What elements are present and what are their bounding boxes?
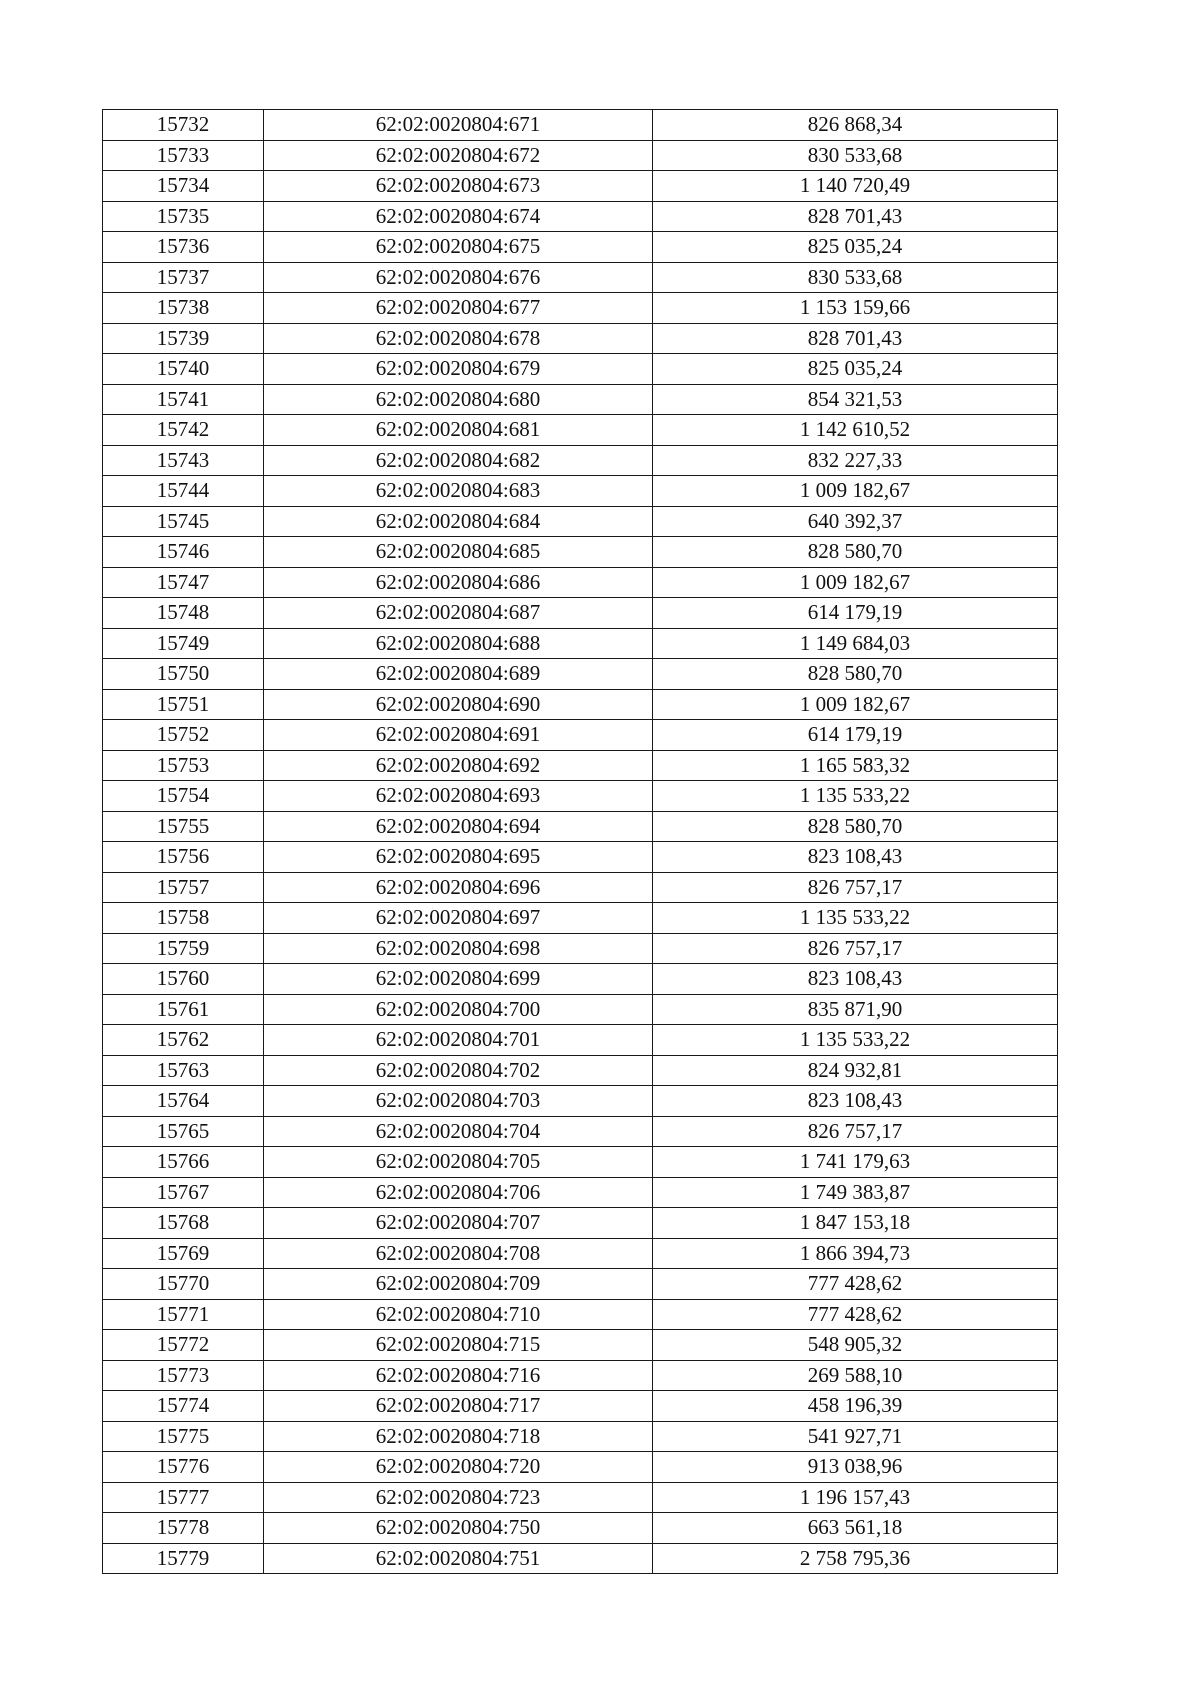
table-row (103, 354, 1058, 385)
cadastral-number-cell: 62:02:0020804:698 (264, 933, 653, 964)
cadastral-number-cell: 62:02:0020804:684 (264, 506, 653, 537)
cadastral-number-cell: 62:02:0020804:675 (264, 232, 653, 263)
cadastral-value-cell: 854 321,53 (653, 384, 1058, 415)
cadastral-number-cell: 62:02:0020804:679 (264, 354, 653, 385)
cadastral-number-cell: 62:02:0020804:706 (264, 1177, 653, 1208)
cadastral-value-cell: 614 179,19 (653, 720, 1058, 751)
cadastral-value-cell: 835 871,90 (653, 994, 1058, 1025)
cadastral-value-cell: 640 392,37 (653, 506, 1058, 537)
row-number-cell: 15748 (103, 598, 264, 629)
cadastral-value-cell: 826 757,17 (653, 1116, 1058, 1147)
row-number-cell: 15766 (103, 1147, 264, 1178)
row-number-cell: 15763 (103, 1055, 264, 1086)
cadastral-number-cell: 62:02:0020804:716 (264, 1360, 653, 1391)
cadastral-value-cell: 1 009 182,67 (653, 689, 1058, 720)
table-row (103, 537, 1058, 568)
cadastral-value-cell: 1 165 583,32 (653, 750, 1058, 781)
row-number-cell: 15732 (103, 110, 264, 141)
table-row (103, 720, 1058, 751)
cadastral-value-cell: 830 533,68 (653, 140, 1058, 171)
row-number-cell: 15740 (103, 354, 264, 385)
cadastral-value-cell: 823 108,43 (653, 842, 1058, 873)
table-row (103, 1025, 1058, 1056)
cadastral-value-cell: 548 905,32 (653, 1330, 1058, 1361)
table-row (103, 689, 1058, 720)
row-number-cell: 15778 (103, 1513, 264, 1544)
cadastral-value-cell: 458 196,39 (653, 1391, 1058, 1422)
row-number-cell: 15769 (103, 1238, 264, 1269)
table-row (103, 476, 1058, 507)
table-row (103, 994, 1058, 1025)
row-number-cell: 15773 (103, 1360, 264, 1391)
row-number-cell: 15738 (103, 293, 264, 324)
cadastral-number-cell: 62:02:0020804:690 (264, 689, 653, 720)
cadastral-number-cell: 62:02:0020804:701 (264, 1025, 653, 1056)
row-number-cell: 15747 (103, 567, 264, 598)
table-row (103, 1513, 1058, 1544)
cadastral-value-cell: 1 009 182,67 (653, 567, 1058, 598)
cadastral-number-cell: 62:02:0020804:672 (264, 140, 653, 171)
row-number-cell: 15743 (103, 445, 264, 476)
table-row (103, 262, 1058, 293)
table-row (103, 598, 1058, 629)
cadastral-value-cell: 1 153 159,66 (653, 293, 1058, 324)
row-number-cell: 15755 (103, 811, 264, 842)
cadastral-number-cell: 62:02:0020804:709 (264, 1269, 653, 1300)
table-row (103, 750, 1058, 781)
cadastral-value-cell: 1 196 157,43 (653, 1482, 1058, 1513)
row-number-cell: 15744 (103, 476, 264, 507)
table-row (103, 110, 1058, 141)
cadastral-value-cell: 663 561,18 (653, 1513, 1058, 1544)
table-row (103, 903, 1058, 934)
cadastral-value-cell: 824 932,81 (653, 1055, 1058, 1086)
cadastral-number-cell: 62:02:0020804:704 (264, 1116, 653, 1147)
cadastral-value-cell: 913 038,96 (653, 1452, 1058, 1483)
cadastral-number-cell: 62:02:0020804:692 (264, 750, 653, 781)
cadastral-number-cell: 62:02:0020804:678 (264, 323, 653, 354)
row-number-cell: 15767 (103, 1177, 264, 1208)
cadastral-value-cell: 1 009 182,67 (653, 476, 1058, 507)
cadastral-value-cell: 1 149 684,03 (653, 628, 1058, 659)
row-number-cell: 15760 (103, 964, 264, 995)
cadastral-value-cell: 826 868,34 (653, 110, 1058, 141)
table-row (103, 1299, 1058, 1330)
cadastral-number-cell: 62:02:0020804:680 (264, 384, 653, 415)
cadastral-number-cell: 62:02:0020804:705 (264, 1147, 653, 1178)
table-row (103, 323, 1058, 354)
table-row (103, 1116, 1058, 1147)
cadastral-number-cell: 62:02:0020804:715 (264, 1330, 653, 1361)
cadastral-number-cell: 62:02:0020804:707 (264, 1208, 653, 1239)
row-number-cell: 15758 (103, 903, 264, 934)
cadastral-value-cell: 828 701,43 (653, 201, 1058, 232)
row-number-cell: 15735 (103, 201, 264, 232)
cadastral-number-cell: 62:02:0020804:689 (264, 659, 653, 690)
table-row (103, 1360, 1058, 1391)
cadastral-number-cell: 62:02:0020804:674 (264, 201, 653, 232)
row-number-cell: 15756 (103, 842, 264, 873)
cadastral-value-cell: 1 749 383,87 (653, 1177, 1058, 1208)
cadastral-value-cell: 825 035,24 (653, 232, 1058, 263)
cadastral-number-cell: 62:02:0020804:718 (264, 1421, 653, 1452)
table-row (103, 384, 1058, 415)
cadastral-value-cell: 828 580,70 (653, 537, 1058, 568)
row-number-cell: 15764 (103, 1086, 264, 1117)
row-number-cell: 15762 (103, 1025, 264, 1056)
cadastral-value-cell: 1 866 394,73 (653, 1238, 1058, 1269)
table-row (103, 1330, 1058, 1361)
cadastral-number-cell: 62:02:0020804:695 (264, 842, 653, 873)
row-number-cell: 15737 (103, 262, 264, 293)
cadastral-number-cell: 62:02:0020804:697 (264, 903, 653, 934)
table-row (103, 1269, 1058, 1300)
cadastral-value-cell: 1 135 533,22 (653, 1025, 1058, 1056)
table-row (103, 659, 1058, 690)
table-row (103, 567, 1058, 598)
table-row (103, 140, 1058, 171)
cadastral-number-cell: 62:02:0020804:687 (264, 598, 653, 629)
table-body (103, 110, 1058, 1574)
cadastral-value-cell: 825 035,24 (653, 354, 1058, 385)
cadastral-number-cell: 62:02:0020804:708 (264, 1238, 653, 1269)
table-row (103, 781, 1058, 812)
cadastral-number-cell: 62:02:0020804:671 (264, 110, 653, 141)
cadastral-number-cell: 62:02:0020804:694 (264, 811, 653, 842)
cadastral-value-cell: 777 428,62 (653, 1269, 1058, 1300)
row-number-cell: 15741 (103, 384, 264, 415)
cadastral-value-cell: 823 108,43 (653, 964, 1058, 995)
row-number-cell: 15761 (103, 994, 264, 1025)
cadastral-number-cell: 62:02:0020804:751 (264, 1543, 653, 1574)
cadastral-value-cell: 826 757,17 (653, 933, 1058, 964)
row-number-cell: 15745 (103, 506, 264, 537)
cadastral-value-cell: 828 580,70 (653, 811, 1058, 842)
row-number-cell: 15742 (103, 415, 264, 446)
table-row (103, 1543, 1058, 1574)
table-row (103, 293, 1058, 324)
cadastral-value-cell: 1 847 153,18 (653, 1208, 1058, 1239)
table-row (103, 933, 1058, 964)
cadastral-value-table (102, 109, 1058, 1574)
row-number-cell: 15779 (103, 1543, 264, 1574)
table-row (103, 201, 1058, 232)
cadastral-value-cell: 777 428,62 (653, 1299, 1058, 1330)
cadastral-number-cell: 62:02:0020804:717 (264, 1391, 653, 1422)
table-row (103, 1208, 1058, 1239)
table-row (103, 171, 1058, 202)
cadastral-value-cell: 541 927,71 (653, 1421, 1058, 1452)
cadastral-value-cell: 826 757,17 (653, 872, 1058, 903)
table-row (103, 445, 1058, 476)
row-number-cell: 15739 (103, 323, 264, 354)
row-number-cell: 15734 (103, 171, 264, 202)
cadastral-value-cell: 828 701,43 (653, 323, 1058, 354)
cadastral-value-cell: 269 588,10 (653, 1360, 1058, 1391)
table-row (103, 872, 1058, 903)
row-number-cell: 15768 (103, 1208, 264, 1239)
cadastral-number-cell: 62:02:0020804:686 (264, 567, 653, 598)
row-number-cell: 15733 (103, 140, 264, 171)
cadastral-number-cell: 62:02:0020804:702 (264, 1055, 653, 1086)
cadastral-number-cell: 62:02:0020804:681 (264, 415, 653, 446)
row-number-cell: 15754 (103, 781, 264, 812)
row-number-cell: 15746 (103, 537, 264, 568)
cadastral-number-cell: 62:02:0020804:700 (264, 994, 653, 1025)
cadastral-value-cell: 832 227,33 (653, 445, 1058, 476)
table-row (103, 842, 1058, 873)
table-row (103, 1452, 1058, 1483)
row-number-cell: 15776 (103, 1452, 264, 1483)
row-number-cell: 15749 (103, 628, 264, 659)
cadastral-number-cell: 62:02:0020804:693 (264, 781, 653, 812)
row-number-cell: 15765 (103, 1116, 264, 1147)
cadastral-number-cell: 62:02:0020804:673 (264, 171, 653, 202)
cadastral-value-cell: 1 741 179,63 (653, 1147, 1058, 1178)
cadastral-value-cell: 1 140 720,49 (653, 171, 1058, 202)
cadastral-number-cell: 62:02:0020804:699 (264, 964, 653, 995)
table-row (103, 506, 1058, 537)
table-row (103, 1391, 1058, 1422)
table-row (103, 628, 1058, 659)
table-row (103, 415, 1058, 446)
cadastral-value-cell: 2 758 795,36 (653, 1543, 1058, 1574)
cadastral-number-cell: 62:02:0020804:703 (264, 1086, 653, 1117)
table-row (103, 1177, 1058, 1208)
row-number-cell: 15753 (103, 750, 264, 781)
cadastral-value-cell: 830 533,68 (653, 262, 1058, 293)
row-number-cell: 15771 (103, 1299, 264, 1330)
cadastral-number-cell: 62:02:0020804:682 (264, 445, 653, 476)
table-row (103, 1055, 1058, 1086)
cadastral-value-cell: 1 142 610,52 (653, 415, 1058, 446)
row-number-cell: 15775 (103, 1421, 264, 1452)
row-number-cell: 15736 (103, 232, 264, 263)
row-number-cell: 15770 (103, 1269, 264, 1300)
cadastral-number-cell: 62:02:0020804:750 (264, 1513, 653, 1544)
cadastral-value-cell: 828 580,70 (653, 659, 1058, 690)
row-number-cell: 15774 (103, 1391, 264, 1422)
table-row (103, 1086, 1058, 1117)
cadastral-value-cell: 1 135 533,22 (653, 781, 1058, 812)
row-number-cell: 15750 (103, 659, 264, 690)
row-number-cell: 15772 (103, 1330, 264, 1361)
cadastral-number-cell: 62:02:0020804:723 (264, 1482, 653, 1513)
cadastral-number-cell: 62:02:0020804:720 (264, 1452, 653, 1483)
table-row (103, 232, 1058, 263)
row-number-cell: 15751 (103, 689, 264, 720)
table-row (103, 1238, 1058, 1269)
cadastral-number-cell: 62:02:0020804:683 (264, 476, 653, 507)
row-number-cell: 15759 (103, 933, 264, 964)
row-number-cell: 15757 (103, 872, 264, 903)
cadastral-number-cell: 62:02:0020804:676 (264, 262, 653, 293)
cadastral-number-cell: 62:02:0020804:691 (264, 720, 653, 751)
table-row (103, 1421, 1058, 1452)
table-row (103, 811, 1058, 842)
cadastral-number-cell: 62:02:0020804:685 (264, 537, 653, 568)
table-row (103, 1147, 1058, 1178)
cadastral-number-cell: 62:02:0020804:710 (264, 1299, 653, 1330)
cadastral-number-cell: 62:02:0020804:688 (264, 628, 653, 659)
row-number-cell: 15752 (103, 720, 264, 751)
cadastral-value-cell: 614 179,19 (653, 598, 1058, 629)
cadastral-value-cell: 1 135 533,22 (653, 903, 1058, 934)
table-row (103, 964, 1058, 995)
row-number-cell: 15777 (103, 1482, 264, 1513)
cadastral-number-cell: 62:02:0020804:696 (264, 872, 653, 903)
cadastral-value-cell: 823 108,43 (653, 1086, 1058, 1117)
table-row (103, 1482, 1058, 1513)
cadastral-number-cell: 62:02:0020804:677 (264, 293, 653, 324)
